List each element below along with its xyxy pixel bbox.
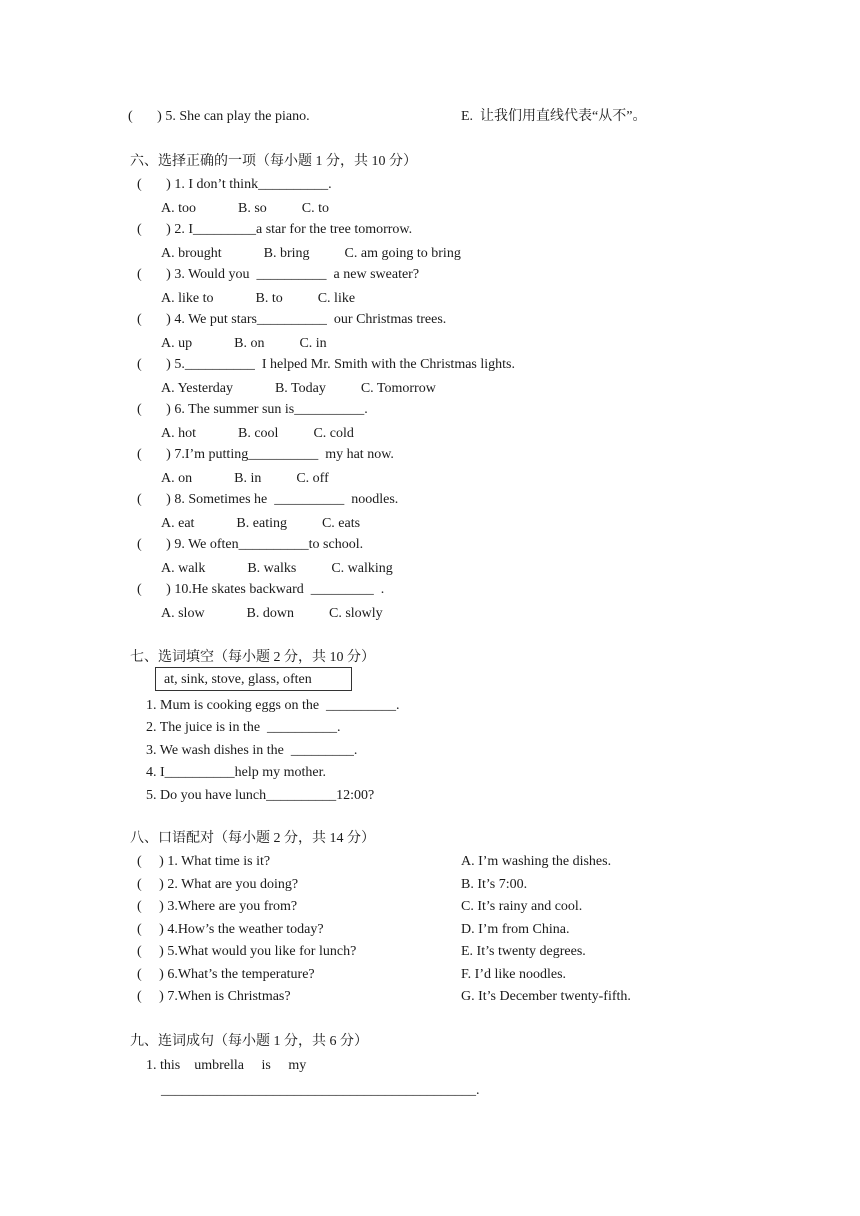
question-line: ( ) 6.What’s the temperature?	[137, 967, 315, 982]
fill-sentence: 3. We wash dishes in the _________.	[146, 743, 358, 758]
question-line: ( ) 2. I_________a star for the tree tomorrow.	[137, 222, 413, 237]
question-line: ( ) 8. Sometimes he __________ noodles.	[137, 492, 399, 507]
answer-options: A. too B. so C. to	[161, 201, 330, 216]
question-line: ( ) 3. Would you __________ a new sweater?	[137, 267, 420, 282]
question-line: ( ) 10.He skates backward _________ .	[137, 582, 385, 597]
question-line: ( ) 5. She can play the piano.	[128, 109, 310, 124]
fill-sentence: 2. The juice is in the __________.	[146, 720, 341, 735]
answer-line: _____________________________________________.	[161, 1083, 480, 1098]
question-line: ( ) 3.Where are you from?	[137, 899, 298, 914]
section-heading: 八、口语配对（每小题 2 分，共 14 分）	[130, 831, 375, 846]
answer-options: A. eat B. eating C. eats	[161, 516, 361, 531]
answer-option: B. It’s 7:00.	[461, 877, 528, 892]
fill-sentence: 4. I__________help my mother.	[146, 765, 327, 780]
answer-option: F. I’d like noodles.	[461, 967, 567, 982]
question-line: ( ) 1. What time is it?	[137, 854, 271, 869]
answer-options: A. Yesterday B. Today C. Tomorrow	[161, 381, 436, 396]
question-line: ( ) 7.I’m putting__________ my hat now.	[137, 447, 394, 462]
fill-sentence: 5. Do you have lunch__________12:00?	[146, 788, 375, 803]
answer-option: C. It’s rainy and cool.	[461, 899, 583, 914]
answer-options: A. on B. in C. off	[161, 471, 329, 486]
answer-option: E. 让我们用直线代表“从不”。	[461, 109, 647, 124]
answer-option: G. It’s December twenty-fifth.	[461, 989, 631, 1004]
answer-options: A. hot B. cool C. cold	[161, 426, 354, 441]
word-bank-box	[155, 667, 352, 691]
section-heading: 九、连词成句（每小题 1 分，共 6 分）	[130, 1034, 368, 1049]
section-heading: 七、选词填空（每小题 2 分，共 10 分）	[130, 650, 375, 665]
answer-option: D. I’m from China.	[461, 922, 570, 937]
answer-option: E. It’s twenty degrees.	[461, 944, 586, 959]
question-line: ( ) 6. The summer sun is__________.	[137, 402, 368, 417]
answer-option: A. I’m washing the dishes.	[461, 854, 612, 869]
word-list: 1. this umbrella is my	[146, 1058, 307, 1073]
answer-options: A. slow B. down C. slowly	[161, 606, 383, 621]
section-heading: 六、选择正确的一项（每小题 1 分，共 10 分）	[130, 154, 417, 169]
word-bank-text: at, sink, stove, glass, often	[164, 672, 312, 687]
question-line: ( ) 2. What are you doing?	[137, 877, 299, 892]
question-line: ( ) 7.When is Christmas?	[137, 989, 291, 1004]
answer-options: A. like to B. to C. like	[161, 291, 356, 306]
question-line: ( ) 5.What would you like for lunch?	[137, 944, 357, 959]
answer-options: A. up B. on C. in	[161, 336, 327, 351]
question-line: ( ) 5.__________ I helped Mr. Smith with the Christmas lights.	[137, 357, 515, 372]
question-line: ( ) 9. We often__________to school.	[137, 537, 364, 552]
answer-options: A. walk B. walks C. walking	[161, 561, 393, 576]
question-line: ( ) 4.How’s the weather today?	[137, 922, 324, 937]
answer-options: A. brought B. bring C. am going to bring	[161, 246, 461, 261]
question-line: ( ) 1. I don’t think__________.	[137, 177, 332, 192]
question-line: ( ) 4. We put stars__________ our Christmas trees.	[137, 312, 447, 327]
fill-sentence: 1. Mum is cooking eggs on the __________.	[146, 698, 400, 713]
